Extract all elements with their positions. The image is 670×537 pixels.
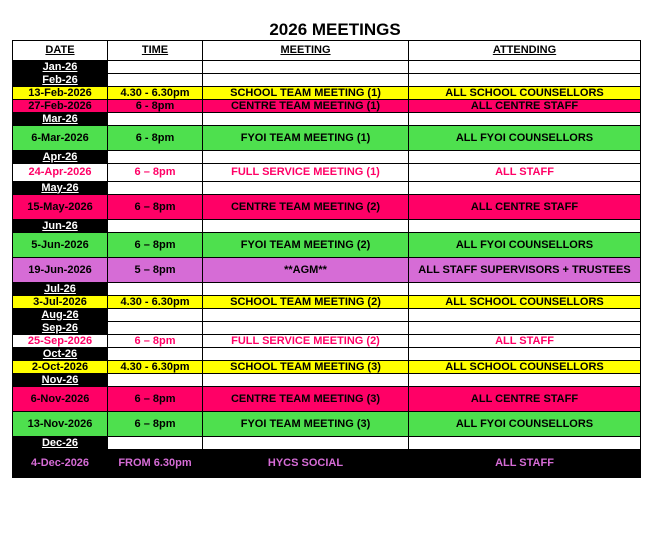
month-cell: Dec-26	[13, 437, 108, 450]
month-row	[13, 220, 641, 233]
meeting-cell: SCHOOL TEAM MEETING (2)	[203, 296, 409, 309]
empty-cell	[409, 113, 641, 126]
month-row	[13, 74, 641, 87]
header-time: TIME	[108, 41, 203, 61]
meeting-cell: FYOI TEAM MEETING (3)	[203, 412, 409, 437]
page-title: 2026 MEETINGS	[269, 20, 401, 39]
meeting-row	[13, 164, 641, 182]
meeting-cell: FYOI TEAM MEETING (1)	[203, 126, 409, 151]
month-row	[13, 61, 641, 74]
month-cell: Aug-26	[13, 309, 108, 322]
date-cell: 4-Dec-2026	[13, 450, 108, 478]
header-date: DATE	[13, 41, 108, 61]
empty-cell	[409, 151, 641, 164]
date-cell: 27-Feb-2026	[13, 100, 108, 113]
meeting-row	[13, 126, 641, 151]
attending-cell: ALL SCHOOL COUNSELLORS	[409, 296, 641, 309]
month-row	[13, 374, 641, 387]
month-row	[13, 283, 641, 296]
time-cell: 4.30 - 6.30pm	[108, 87, 203, 100]
date-cell: 19-Jun-2026	[13, 258, 108, 283]
empty-cell	[108, 220, 203, 233]
month-row	[13, 437, 641, 450]
meeting-row	[13, 100, 641, 113]
month-row	[13, 348, 641, 361]
meeting-row	[13, 258, 641, 283]
empty-cell	[409, 374, 641, 387]
empty-cell	[108, 322, 203, 335]
empty-cell	[108, 74, 203, 87]
time-cell: FROM 6.30pm	[108, 450, 203, 478]
date-cell: 13-Feb-2026	[13, 87, 108, 100]
meeting-cell: SCHOOL TEAM MEETING (3)	[203, 361, 409, 374]
date-cell: 5-Jun-2026	[13, 233, 108, 258]
meeting-cell: **AGM**	[203, 258, 409, 283]
empty-cell	[203, 348, 409, 361]
meeting-row	[13, 87, 641, 100]
empty-cell	[409, 220, 641, 233]
meeting-cell: FYOI TEAM MEETING (2)	[203, 233, 409, 258]
empty-cell	[203, 74, 409, 87]
date-cell: 13-Nov-2026	[13, 412, 108, 437]
meeting-cell: CENTRE TEAM MEETING (1)	[203, 100, 409, 113]
empty-cell	[203, 151, 409, 164]
attending-cell: ALL SCHOOL COUNSELLORS	[409, 361, 641, 374]
meeting-cell: SCHOOL TEAM MEETING (1)	[203, 87, 409, 100]
empty-cell	[203, 437, 409, 450]
month-cell: Jul-26	[13, 283, 108, 296]
empty-cell	[409, 437, 641, 450]
time-cell: 6 - 8pm	[108, 126, 203, 151]
header-row	[13, 41, 641, 61]
month-cell: Apr-26	[13, 151, 108, 164]
meeting-row	[13, 195, 641, 220]
month-row	[13, 151, 641, 164]
time-cell: 6 – 8pm	[108, 412, 203, 437]
empty-cell	[409, 348, 641, 361]
time-cell: 6 - 8pm	[108, 100, 203, 113]
month-cell: Sep-26	[13, 322, 108, 335]
month-cell: Jan-26	[13, 61, 108, 74]
date-cell: 2-Oct-2026	[13, 361, 108, 374]
empty-cell	[108, 113, 203, 126]
time-cell: 6 – 8pm	[108, 233, 203, 258]
meeting-row	[13, 412, 641, 437]
date-cell: 3-Jul-2026	[13, 296, 108, 309]
attending-cell: ALL STAFF	[409, 164, 641, 182]
empty-cell	[108, 437, 203, 450]
meeting-row	[13, 335, 641, 348]
month-row	[13, 113, 641, 126]
empty-cell	[203, 309, 409, 322]
empty-cell	[409, 283, 641, 296]
empty-cell	[108, 61, 203, 74]
date-cell: 6-Mar-2026	[13, 126, 108, 151]
meeting-row	[13, 450, 641, 478]
month-row	[13, 182, 641, 195]
empty-cell	[108, 151, 203, 164]
empty-cell	[409, 322, 641, 335]
attending-cell: ALL CENTRE STAFF	[409, 100, 641, 113]
meeting-row	[13, 296, 641, 309]
meeting-row	[13, 361, 641, 374]
empty-cell	[203, 283, 409, 296]
attending-cell: ALL SCHOOL COUNSELLORS	[409, 87, 641, 100]
empty-cell	[203, 374, 409, 387]
empty-cell	[108, 348, 203, 361]
time-cell: 4.30 - 6.30pm	[108, 361, 203, 374]
meeting-cell: HYCS SOCIAL	[203, 450, 409, 478]
attending-cell: ALL FYOI COUNSELLORS	[409, 233, 641, 258]
meeting-cell: CENTRE TEAM MEETING (3)	[203, 387, 409, 412]
header-attending: ATTENDING	[409, 41, 641, 61]
time-cell: 6 – 8pm	[108, 387, 203, 412]
attending-cell: ALL STAFF	[409, 335, 641, 348]
time-cell: 6 – 8pm	[108, 195, 203, 220]
empty-cell	[203, 61, 409, 74]
empty-cell	[108, 283, 203, 296]
month-row	[13, 322, 641, 335]
month-row	[13, 309, 641, 322]
empty-cell	[108, 309, 203, 322]
month-cell: Mar-26	[13, 113, 108, 126]
empty-cell	[203, 113, 409, 126]
time-cell: 6 – 8pm	[108, 164, 203, 182]
meetings-table	[12, 40, 641, 478]
date-cell: 15-May-2026	[13, 195, 108, 220]
empty-cell	[108, 374, 203, 387]
attending-cell: ALL FYOI COUNSELLORS	[409, 412, 641, 437]
attending-cell: ALL CENTRE STAFF	[409, 195, 641, 220]
meeting-row	[13, 233, 641, 258]
month-cell: Feb-26	[13, 74, 108, 87]
attending-cell: ALL STAFF SUPERVISORS + TRUSTEES	[409, 258, 641, 283]
month-cell: Nov-26	[13, 374, 108, 387]
date-cell: 25-Sep-2026	[13, 335, 108, 348]
time-cell: 4.30 - 6.30pm	[108, 296, 203, 309]
empty-cell	[409, 182, 641, 195]
empty-cell	[409, 61, 641, 74]
empty-cell	[409, 309, 641, 322]
empty-cell	[203, 322, 409, 335]
meeting-cell: FULL SERVICE MEETING (1)	[203, 164, 409, 182]
empty-cell	[203, 220, 409, 233]
attending-cell: ALL STAFF	[409, 450, 641, 478]
attending-cell: ALL CENTRE STAFF	[409, 387, 641, 412]
empty-cell	[108, 182, 203, 195]
time-cell: 6 – 8pm	[108, 335, 203, 348]
time-cell: 5 – 8pm	[108, 258, 203, 283]
header-meeting: MEETING	[203, 41, 409, 61]
attending-cell: ALL FYOI COUNSELLORS	[409, 126, 641, 151]
empty-cell	[203, 182, 409, 195]
empty-cell	[409, 74, 641, 87]
date-cell: 6-Nov-2026	[13, 387, 108, 412]
month-cell: Oct-26	[13, 348, 108, 361]
meeting-cell: CENTRE TEAM MEETING (2)	[203, 195, 409, 220]
month-cell: May-26	[13, 182, 108, 195]
month-cell: Jun-26	[13, 220, 108, 233]
date-cell: 24-Apr-2026	[13, 164, 108, 182]
meeting-cell: FULL SERVICE MEETING (2)	[203, 335, 409, 348]
meeting-row	[13, 387, 641, 412]
